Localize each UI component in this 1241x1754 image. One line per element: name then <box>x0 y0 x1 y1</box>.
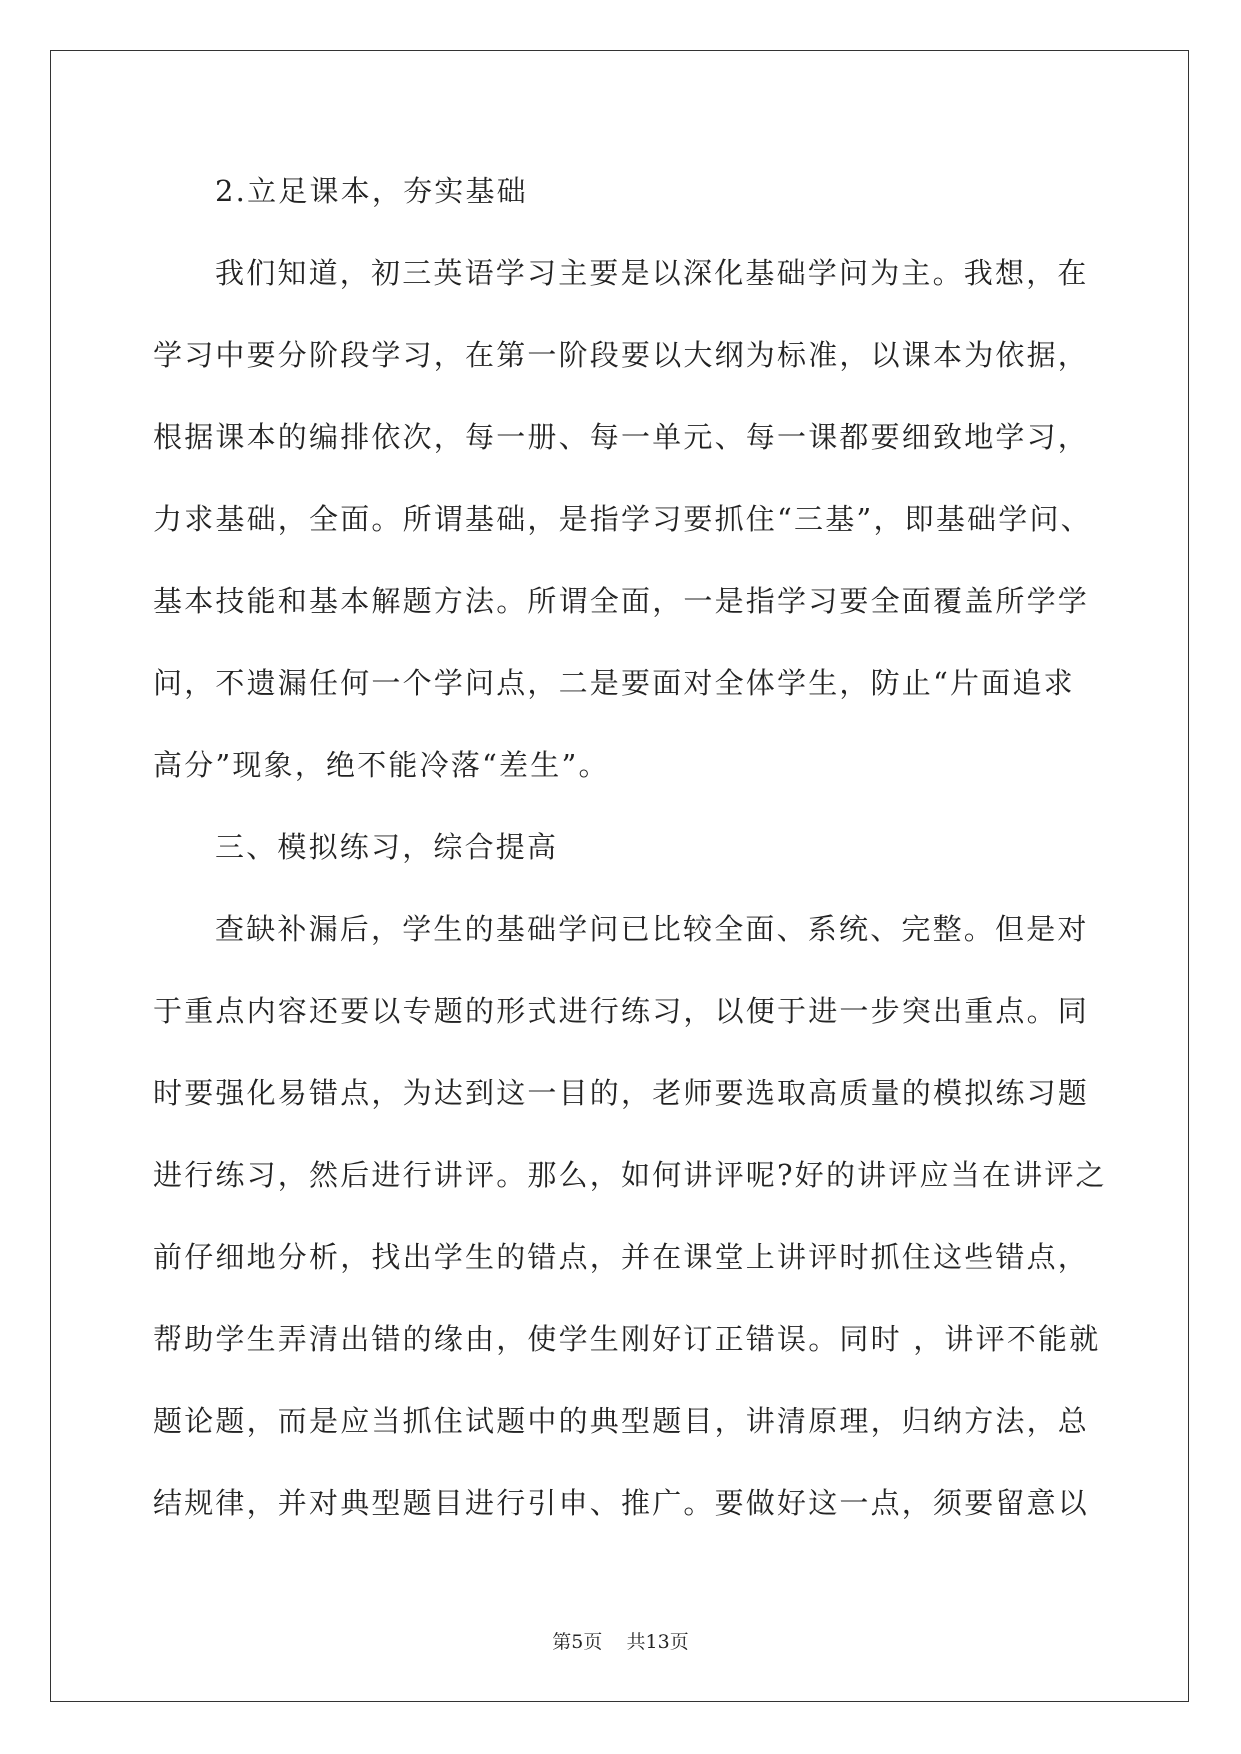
section-heading: 2.立足课本，夯实基础 <box>215 174 528 208</box>
section-heading: 三、模拟练习，综合提高 <box>215 830 559 864</box>
paragraph-line: 进行练习，然后进行讲评。那么，如何讲评呢?好的讲评应当在讲评之 <box>153 1158 1107 1192</box>
paragraph-line: 查缺补漏后，学生的基础学问已比较全面、系统、完整。但是对 <box>215 912 1089 946</box>
paragraph-line: 高分”现象，绝不能冷落“差生”。 <box>153 748 610 782</box>
paragraph-line: 前仔细地分析，找出学生的错点，并在课堂上讲评时抓住这些错点， <box>153 1240 1090 1274</box>
page-number: 第5页 共13页 <box>552 1631 689 1653</box>
paragraph-line: 帮助学生弄清出错的缘由，使学生刚好订正错误。同时 ，讲评不能就 <box>153 1322 1101 1356</box>
paragraph-line: 时要强化易错点，为达到这一目的，老师要选取高质量的模拟练习题 <box>153 1076 1090 1110</box>
document-body <box>153 162 1107 1556</box>
paragraph-line: 题论题，而是应当抓住试题中的典型题目，讲清原理，归纳方法，总 <box>153 1404 1090 1438</box>
paragraph-line: 基本技能和基本解题方法。所谓全面，一是指学习要全面覆盖所学学 <box>153 584 1090 618</box>
paragraph-line: 问，不遗漏任何一个学问点，二是要面对全体学生，防止“片面追求 <box>153 666 1075 700</box>
paragraph-line: 于重点内容还要以专题的形式进行练习，以便于进一步突出重点。同 <box>153 994 1090 1028</box>
paragraph-line: 结规律，并对典型题目进行引申、推广。要做好这一点，须要留意以 <box>153 1486 1090 1520</box>
paragraph-line: 力求基础，全面。所谓基础，是指学习要抓住“三基”，即基础学问、 <box>153 502 1092 536</box>
paragraph-line: 学习中要分阶段学习，在第一阶段要以大纲为标准，以课本为依据， <box>153 338 1090 372</box>
paragraph-line: 我们知道，初三英语学习主要是以深化基础学问为主。我想，在 <box>215 256 1089 290</box>
paragraph-line: 根据课本的编排依次，每一册、每一单元、每一课都要细致地学习， <box>153 420 1090 454</box>
